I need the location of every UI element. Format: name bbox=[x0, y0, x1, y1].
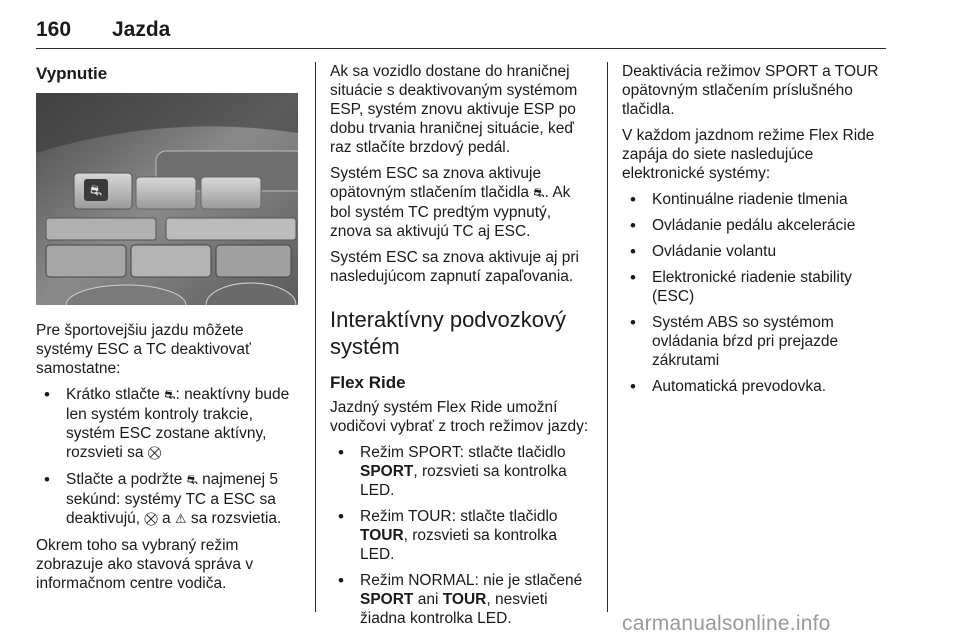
list-item: • Stlačte a podržte ⛐ najmenej 5 sekúnd: systémy TC a ESC sa deaktivujú, ⛒ a ⚠ sa rozsvietia. bbox=[36, 470, 300, 529]
svg-text:⛐: ⛐ bbox=[89, 183, 103, 199]
esc-off-icon: ⚠ bbox=[174, 512, 187, 527]
list-item: • Ovládanie volantu bbox=[622, 242, 886, 261]
paragraph: Systém ESC sa znova aktivuje opätovným stlačením tlačidla ⛐. Ak bol systém TC predtým vypnutý, znova sa aktivujú TC aj ESC. bbox=[330, 165, 571, 240]
tc-off-icon: ⛒ bbox=[147, 446, 162, 461]
outro-text: Okrem toho sa vybraný režim zobrazuje ako stavová správa v informačnom centre vodiča. bbox=[36, 537, 254, 592]
column-middle bbox=[330, 62, 592, 635]
paragraph: Systém ESC sa znova aktivuje aj pri nasledujúcom zapnutí zapaľovania. bbox=[330, 249, 579, 285]
subheading-flex-ride: Flex Ride bbox=[330, 373, 406, 392]
header-rule bbox=[36, 48, 886, 49]
systems-list bbox=[622, 190, 886, 396]
list-item: • Automatická prevodovka. bbox=[622, 377, 886, 396]
paragraph: V každom jazdnom režime Flex Ride zapája do siete nasledujúce elektronické systémy: bbox=[622, 127, 875, 182]
watermark: carmanualsonline.info bbox=[622, 612, 831, 635]
page-header bbox=[36, 14, 886, 48]
column-divider-right bbox=[607, 62, 608, 612]
paragraph: Ak sa vozidlo dostane do hraničnej situácie s deaktivovaným systémom ESP, systém znovu aktivuje ESP po dobu trvania hraničnej situácie, keď raz stlačíte brzdový pedál. bbox=[330, 63, 578, 156]
list-item: • Elektronické riadenie stability (ESC) bbox=[622, 268, 886, 306]
list-item: • Režim NORMAL: nie je stlačené SPORT ani TOUR, nesvieti žiadna kontrolka LED. bbox=[330, 571, 592, 628]
column-right bbox=[622, 62, 886, 403]
paragraph: Deaktivácia režimov SPORT a TOUR opätovným stlačením príslušného tlačidla. bbox=[622, 63, 879, 118]
deactivation-list bbox=[36, 385, 300, 529]
list-item: • Ovládanie pedálu akcelerácie bbox=[622, 216, 886, 235]
list-item: • Režim TOUR: stlačte tlačidlo TOUR, rozsvieti sa kontrolka LED. bbox=[330, 507, 592, 564]
section-heading-chassis: Interaktívny podvozkový systém bbox=[330, 307, 567, 359]
list-item: • Režim SPORT: stlačte tlačidlo SPORT, rozsvieti sa kontrolka LED. bbox=[330, 443, 592, 500]
column-divider-left bbox=[315, 62, 316, 612]
esc-button-icon: ⛐ bbox=[164, 388, 176, 403]
tc-off-icon: ⛒ bbox=[144, 512, 158, 527]
list-item: • Kontinuálne riadenie tlmenia bbox=[622, 190, 886, 209]
list-item: • Krátko stlačte ⛐: neaktívny bude len systém kontroly trakcie, systém ESC zostane aktívny, rozsvieti sa ⛒ bbox=[36, 385, 300, 463]
list-item: • Systém ABS so systémom ovládania bŕzd pri prejazde zákrutami bbox=[622, 313, 886, 370]
esc-button-icon: ⛐ bbox=[533, 186, 545, 201]
intro-text: Pre športovejšiu jazdu môžete systémy ESC a TC deaktivovať samostatne: bbox=[36, 322, 251, 377]
chapter-title: Jazda bbox=[112, 18, 171, 41]
mode-list bbox=[330, 443, 592, 628]
page-number: 160 bbox=[36, 18, 72, 41]
column-left bbox=[36, 62, 300, 600]
section-heading-vypnutie: Vypnutie bbox=[36, 64, 108, 83]
paragraph: Jazdný systém Flex Ride umožní vodičovi vybrať z troch režimov jazdy: bbox=[330, 399, 589, 435]
dashboard-photo bbox=[36, 93, 298, 305]
esc-button-icon: ⛐ bbox=[186, 473, 198, 488]
